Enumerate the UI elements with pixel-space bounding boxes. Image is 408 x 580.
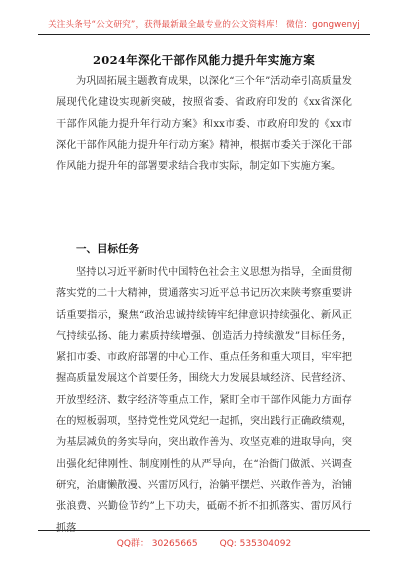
intro-paragraph: 为巩固拓展主题教育成果，以深化“三个年”活动牵引高质量发展现代化建设实现新突破，按照省委、省政府印发的《xx省深化干部作风能力提升年行动方案》和xx市委、市政府印发的《xx市深化干部作风能力提升年行动方案》精神，根据市委关于深化干部作风能力提升年的部署要求结合我市实际，制定如下实施方案。 (56, 76, 352, 173)
section-paragraph: 坚持以习近平新时代中国特色社会主义思想为指导，全面贯彻落实党的二十大精神，贯通落实习近平总书记历次来陕考察重要讲话重要指示，聚焦“政治忠诚持续铸牢纪律意识持续强化、新风正气持续弘扬、能力素质持续增强、创造活力持续激发”目标任务，紧扣市委、市政府部署的中心工作、重点任务和重大项目，牢牢把握高质量发展这个首要任务，围绕大力发展县域经济、民营经济、开放型经济、数字经济等重点工作，紧盯全市干部作风能力方面存在的短板弱项，坚持党性党风党纪一起抓，突出践行正确政绩观，为基层减负的务实导向，突出敢作善为、攻坚克难的进取导向，突出强化纪律刚性、制度刚性的从严导向，在“治衙门做派、兴调查研究，治庸懒散漫、兴雷厉风行，治躺平摆烂、兴敢作善为，治铺张浪费、兴勤俭节约”上下功夫，砥砺不折不扣抓落实、雷厉风行抓落 (56, 267, 352, 534)
footer-divider (38, 530, 370, 531)
footer-contact (0, 536, 408, 549)
header-banner: 关注头条号“公文研究”，获得最新最全最专业的公文资料库！ 微信：gongwenyj (48, 20, 360, 30)
footer-qq-number: QQ: 535304092 (219, 539, 292, 549)
footer-qq-group: QQ群： 30265665 (116, 539, 198, 549)
document-title: 2024年深化干部作风能力提升年实施方案 (92, 53, 315, 67)
section-heading: 一、目标任务 (76, 243, 139, 255)
header-divider (38, 34, 370, 35)
